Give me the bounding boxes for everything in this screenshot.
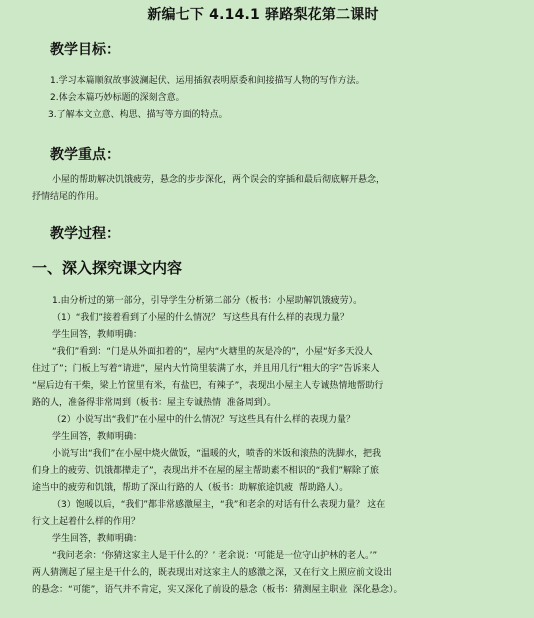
list-item: 3.了解本文立意、构思、描写等方面的特点。 bbox=[48, 110, 228, 120]
body-line: 的悬念：“可能”，语气并不肯定，实又深化了前设的悬念（板书：猜测屋主职业 深化悬念）。 bbox=[32, 585, 403, 595]
body-line: 1.由分析过的第一部分，引导学生分析第二部分（板书：小屋助解饥饿疲劳）。 bbox=[52, 296, 363, 306]
body-line: （1）“我们”接着看到了小屋的什么情况？ 写这些具有什么样的表现力量？ bbox=[52, 313, 349, 323]
document-title: 新编七下 4.14.1 驿路梨花第二课时 bbox=[147, 7, 379, 23]
body-line: 们身上的疲劳、饥饿都撵走了”，表现出并不在屋的屋主帮助素不相识的“我们”解除了旅 bbox=[32, 466, 379, 476]
body-line: 学生回答，教师明确： bbox=[52, 534, 143, 544]
body-line: “我们”看到：“门是从外面扣着的”，屋内“火塘里的灰是冷的”，小屋“好多天没人 bbox=[52, 347, 373, 357]
list-item: 2.体会本篇巧妙标题的深刻含意。 bbox=[50, 93, 185, 103]
key-line: 小屋的帮助解决饥饿疲劳，悬念的步步深化，两个误会的穿插和最后彻底解开悬念， bbox=[52, 175, 386, 185]
body-line: 小说写出“我们”在小屋中烧火做饭，“温暖的火，喷香的米饭和滚热的洗脚水，把我 bbox=[52, 449, 381, 459]
goals-heading: 教学目标： bbox=[50, 42, 120, 58]
key-heading: 教学重点： bbox=[50, 147, 120, 163]
body-line: 住过了”；门板上写着“请进”，屋内大竹筒里装满了水，并且用几行“粗大的字”告诉来人 bbox=[32, 364, 380, 374]
body-line: 行文上起着什么样的作用？ bbox=[32, 517, 141, 527]
body-line: “屋后边有干柴，梁上竹筐里有米，有盐巴，有辣子”，表现出小屋主人专诚热情地帮助行 bbox=[32, 381, 384, 391]
body-line: 两人猜测起了屋主是干什么的，既表现出对这家主人的感激之深，又在行文上照应前文设出 bbox=[32, 568, 393, 578]
body-line: （2）小说写出“我们”在小屋中的什么情况？写这些具有什么样的表现力量？ bbox=[52, 415, 356, 425]
body-line: 学生回答，教师明确： bbox=[52, 330, 143, 340]
body-line: 路的人，准备得非常周到（板书：屋主专诚热情 准备周到）。 bbox=[32, 398, 277, 408]
body-line: 学生回答，教师明确： bbox=[52, 432, 143, 442]
body-line: （3）饱暖以后，“我们”都非常感激屋主，“我”和老余的对话有什么表现力量？ 这在 bbox=[52, 500, 386, 510]
body-line: “我问老余：‘你猜这家主人是干什么的？’ 老余说：‘可能是一位守山护林的老人。’” bbox=[52, 551, 378, 561]
key-line: 抒情结尾的作用。 bbox=[32, 192, 105, 202]
section-heading: 一、深入探究课文内容 bbox=[32, 259, 183, 277]
process-heading: 教学过程： bbox=[50, 226, 120, 242]
goals-list bbox=[18, 73, 508, 124]
body-line: 途当中的疲劳和饥饿，帮助了深山行路的人（板书：助解旅途饥疲 帮助路人）。 bbox=[32, 483, 349, 493]
list-item: 1.学习本篇顺叙故事波澜起伏、运用插叙表明原委和间接描写人物的写作方法。 bbox=[50, 76, 365, 86]
